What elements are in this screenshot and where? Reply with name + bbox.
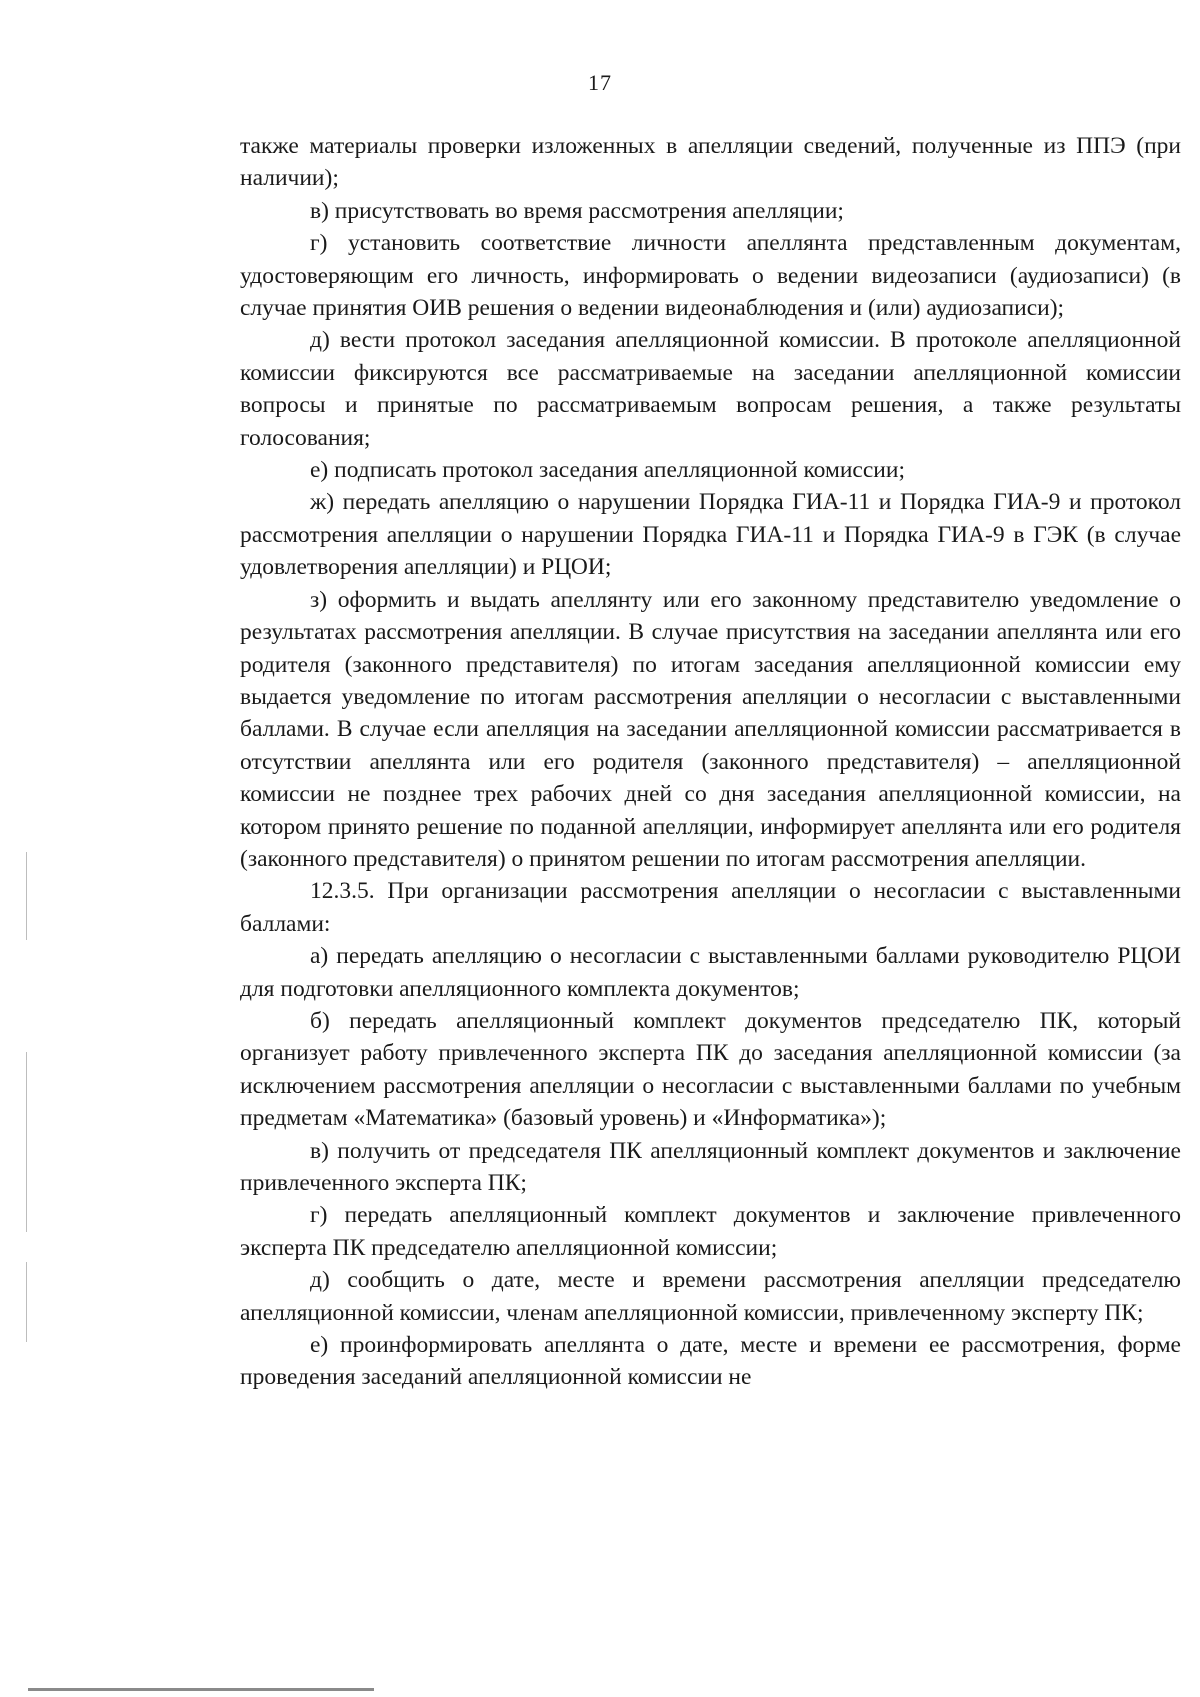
paragraph-continuation: также материалы проверки изложенных в апелляции сведений, полученные из ППЭ (при наличии); [240, 133, 1181, 192]
paragraph-item-z-notify: з) оформить и выдать апеллянту или его законному представителю уведомление о результатах рассмотрения апелляции. В случае присутствия на заседании апеллянта или его родителя (законного представителя) по итогам заседания апелляционной комиссии ему выдается уведомление по итогам рассмотрения апелляции о несогласии с выставленными баллами. В случае если апелляция на заседании апелляционной комиссии рассматривается в отсутствии апеллянта или его родителя (законного представителя) – апелляционной комиссии не позднее трех рабочих дней со дня заседания апелляционной комиссии, на котором принято решение по поданной апелляции, информирует апеллянта или его родителя (законного представителя) о принятом решении по итогам рассмотрения апелляции. [240, 586, 1181, 872]
paragraph-item-v-receive: в) получить от председателя ПК апелляционный комплект документов и заключение привлеченного эксперта ПК; [240, 1137, 1181, 1196]
bottom-rule [28, 1688, 374, 1691]
document-body [240, 130, 1181, 1394]
scan-margin-mark [26, 1262, 27, 1342]
paragraph-item-g-identity: г) установить соответствие личности апеллянта представленным документам, удостоверяющим его личность, информировать о ведении видеозаписи (аудиозаписи) (в случае принятия ОИВ решения о ведении видеонаблюдения и (или) аудиозаписи); [240, 230, 1181, 322]
paragraph-item-v-attend: в) присутствовать во время рассмотрения апелляции; [310, 197, 844, 224]
paragraph-item-e-inform-appellant: е) проинформировать апеллянта о дате, месте и времени ее рассмотрения, форме проведения заседаний апелляционной комиссии не [240, 1332, 1181, 1391]
paragraph-section-12-3-5: 12.3.5. При организации рассмотрения апелляции о несогласии с выставленными баллами: [240, 878, 1181, 937]
paragraph-item-d-protocol: д) вести протокол заседания апелляционной комиссии. В протоколе апелляционной комиссии фиксируются все рассматриваемые на заседании апелляционной комиссии вопросы и принятые по рассматриваемым вопросам решения, а также результаты голосования; [240, 327, 1181, 451]
paragraph-item-e-sign: е) подписать протокол заседания апелляционной комиссии; [310, 457, 905, 484]
paragraph-item-a-transfer: а) передать апелляцию о несогласии с выставленными баллами руководителю РЦОИ для подготовки апелляционного комплекта документов; [240, 943, 1181, 1002]
page-number: 17 [588, 70, 612, 95]
paragraph-item-zh-transfer: ж) передать апелляцию о нарушении Порядка ГИА-11 и Порядка ГИА-9 и протокол рассмотрения апелляции о нарушении Порядка ГИА-11 и Порядка ГИА-9 в ГЭК (в случае удовлетворения апелляции) и РЦОИ; [240, 489, 1181, 581]
scan-margin-mark [26, 852, 27, 940]
scan-margin-mark [26, 1052, 27, 1232]
paragraph-item-d-inform-members: д) сообщить о дате, месте и времени рассмотрения апелляции председателю апелляционной комиссии, членам апелляционной комиссии, привлеченному эксперту ПК; [240, 1267, 1181, 1326]
paragraph-item-g-transfer-chair: г) передать апелляционный комплект документов и заключение привлеченного эксперта ПК председателю апелляционной комиссии; [240, 1202, 1181, 1261]
paragraph-item-b-transfer-set: б) передать апелляционный комплект документов председателю ПК, который организует работу привлеченного эксперта ПК до заседания апелляционной комиссии (за исключением рассмотрения апелляции о несогласии с выставленными баллами по учебным предметам «Математика» (базовый уровень) и «Информатика»); [240, 1007, 1181, 1132]
